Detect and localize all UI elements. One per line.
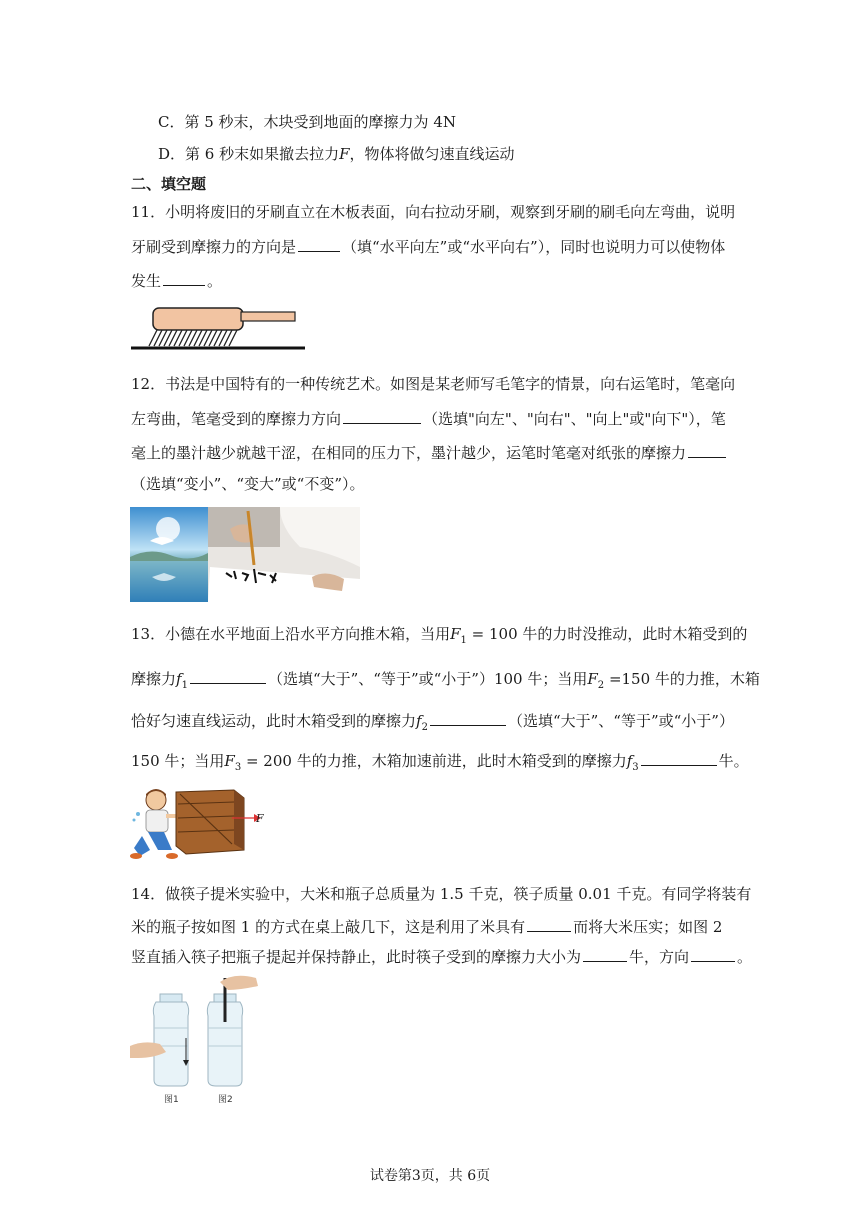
q14-text-c: 竖直插入筷子把瓶子提起并保持静止，此时筷子受到的摩擦力大小为 (131, 948, 582, 966)
q14-text-b: 而将大米压实；如图 2 (573, 918, 723, 936)
q12-answer-blank-1[interactable] (343, 408, 421, 424)
toothbrush-head (153, 308, 243, 330)
q14-line-3 (131, 946, 752, 967)
q14-line-1: 14．做筷子提米实验中，大米和瓶子总质量为 1.5 千克，筷子质量 0.01 千克。有同学将装有 (131, 885, 752, 903)
toothbrush-bristles (149, 330, 237, 346)
figure-2-caption: 图2 (218, 1095, 233, 1105)
page-footer: 试卷第3页，共 6页 (369, 1168, 491, 1184)
crate-shape (176, 790, 244, 854)
option-d-text-b: ，物体将做匀速直线运动 (349, 145, 515, 163)
q13-answer-blank-1[interactable] (190, 668, 266, 684)
q13-text-f: 恰好匀速直线运动，此时木箱受到的摩擦力 (131, 712, 417, 730)
q12-answer-blank-2[interactable] (688, 442, 726, 458)
q13-text-c: 摩擦力 (131, 670, 177, 688)
q12-line-4: （选填“变小”、“变大”或“不变”）。 (131, 475, 365, 493)
q13-f-3-sub: 3 (632, 762, 639, 773)
pushing-crate-figure (128, 786, 278, 862)
q12-line-2 (131, 408, 726, 429)
q13-text-b: 牛的力时没推动，此时木箱受到的 (522, 625, 748, 643)
q11-text-a: 牙刷受到摩擦力的方向是 (131, 238, 297, 256)
rice-bottle-figure (130, 972, 260, 1106)
q13-f2-sub: 2 (597, 680, 605, 691)
option-c: C．第 5 秒末，木块受到地面的摩擦力为 4N (158, 113, 456, 131)
force-label: F (256, 812, 264, 825)
section-title: 二、填空题 (131, 175, 207, 193)
q13-answer-blank-2[interactable] (430, 710, 506, 726)
q13-line-3 (131, 710, 734, 738)
q14-text-d: 牛，方向 (629, 948, 690, 966)
q13-f-2-sub: 2 (421, 722, 428, 733)
q13-text-g: （选填“大于”、“等于”或“小于”） (507, 712, 734, 730)
q14-answer-blank-2[interactable] (583, 946, 627, 962)
q12-text-b: （选填"向左"、"向右"、"向上"或"向下"），笔 (423, 410, 726, 428)
q11-answer-blank-2[interactable] (163, 270, 205, 286)
q11-line-2 (131, 236, 725, 257)
option-d-var: F (339, 145, 350, 163)
q13-f3: F (224, 752, 235, 770)
q13-f1: F (450, 625, 461, 643)
figure-1-caption: 图1 (164, 1095, 179, 1105)
q14-text-a: 米的瓶子按如图 1 的方式在桌上敲几下，这是利用了米具有 (131, 918, 526, 936)
q13-text-e: 牛的力推，木箱 (654, 670, 760, 688)
q14-line-2 (131, 916, 722, 937)
q11-text-d: 。 (207, 272, 223, 290)
q11-text-b: （填“水平向左”或“水平向右”），同时也说明力可以使物体 (342, 238, 726, 256)
q13-answer-blank-3[interactable] (641, 750, 717, 766)
q13-line-2 (131, 668, 760, 696)
q11-line-1: 11．小明将废旧的牙刷直立在木板表面，向右拉动牙刷，观察到牙刷的刷毛向左弯曲，说明 (131, 203, 736, 221)
option-d (158, 144, 515, 164)
q13-text-a: 13．小德在水平地面上沿水平方向推木箱，当用 (131, 625, 451, 643)
q13-line-1 (131, 624, 747, 651)
q11-line-3 (131, 270, 222, 291)
q13-f1-eq: = 100 (466, 625, 523, 643)
q11-text-c: 发生 (131, 272, 162, 290)
toothbrush-handle (241, 312, 295, 321)
q13-text-i: 牛的力推，木箱加速前进，此时木箱受到的摩擦力 (296, 752, 627, 770)
q13-f-1: f (176, 670, 182, 688)
calligraphy-figure (130, 507, 360, 602)
q12-line-1: 12．书法是中国特有的一种传统艺术。如图是某老师写毛笔字的情景，向右运笔时，笔毫向 (131, 375, 736, 393)
q13-f1-sub: 1 (460, 635, 467, 646)
bottle-1-shape (153, 994, 188, 1086)
q13-text-d: （选填“大于”、“等于”或“小于”）100 牛；当用 (267, 670, 588, 688)
q12-line-3 (131, 442, 728, 463)
q12-text-a: 左弯曲，笔毫受到的摩擦力方向 (131, 410, 342, 428)
q13-line-4 (131, 750, 749, 778)
q12-text-c: 毫上的墨汁越少就越干涩，在相同的压力下，墨汁越少，运笔时笔毫对纸张的摩擦力 (131, 444, 687, 462)
q14-answer-blank-3[interactable] (691, 946, 735, 962)
q13-f-3: f (626, 752, 633, 770)
toothbrush-figure (131, 306, 311, 352)
q13-f2: F (587, 670, 598, 688)
boy-shape (130, 789, 178, 859)
q14-answer-blank-1[interactable] (527, 916, 571, 932)
option-d-text-a: D．第 6 秒末如果撤去拉力 (158, 145, 340, 163)
q13-f3-eq: = 200 (241, 752, 297, 770)
q13-f2-eq: =150 (604, 670, 655, 688)
q13-text-j: 牛。 (718, 752, 749, 770)
q13-f-1-sub: 1 (181, 680, 188, 691)
q13-f-2: f (416, 712, 422, 730)
q13-text-h: 150 牛；当用 (131, 752, 225, 770)
q14-text-e: 。 (737, 948, 753, 966)
q13-f3-sub: 3 (234, 762, 242, 773)
q11-answer-blank-1[interactable] (298, 236, 340, 252)
